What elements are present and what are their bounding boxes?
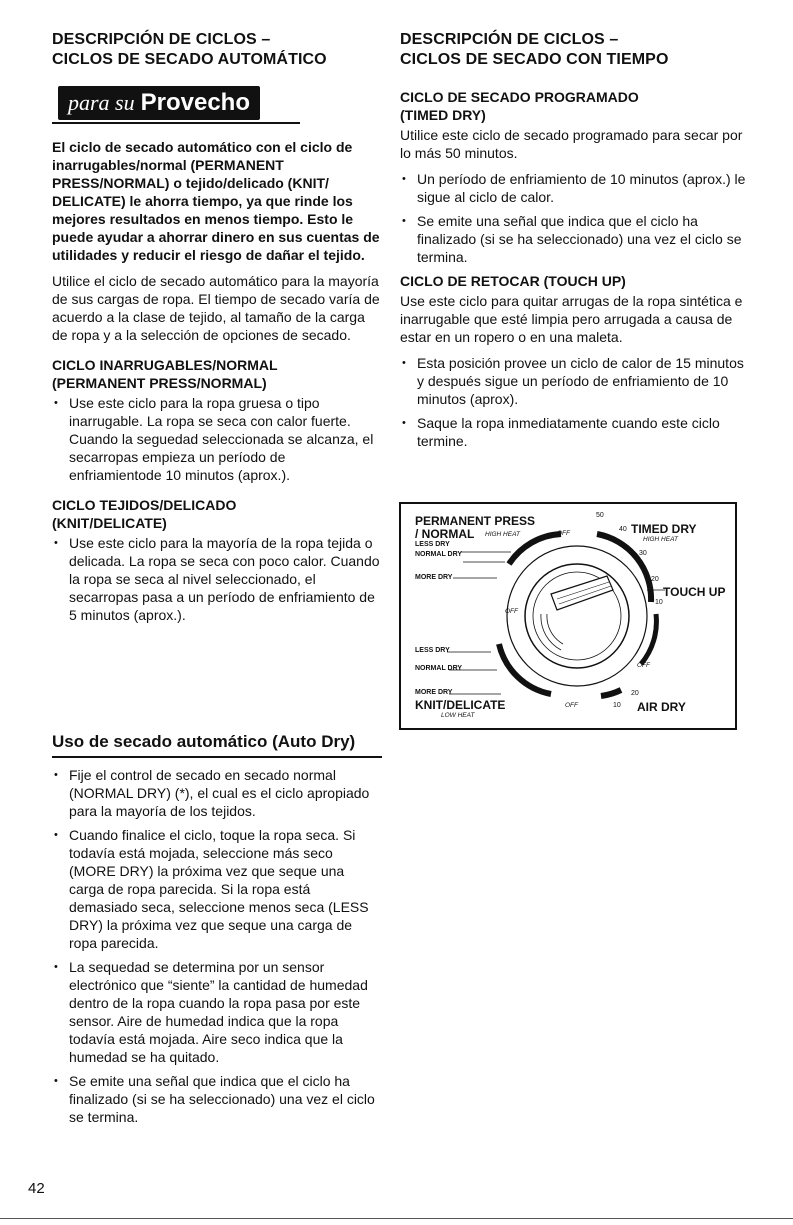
dial-label-off-bottom: OFF — [565, 702, 578, 709]
list-item: • La sequedad se determina por un sensor electrónico que “siente” la cantidad de humedad dentro de la ropa cuando la ropa pasa por este sensor. Aire de humedad indica que la ropa todavía está mojada. Aire seco indica que la humedad se ha quitado. — [52, 958, 380, 1066]
knit-delicate-list — [52, 534, 380, 624]
touch-up-paragraph: Use este ciclo para quitar arrugas de la ropa sintética e inarrugable que esté limpia pero arrugada a causa de estar en un ropero o en una maleta. — [400, 293, 743, 345]
list-item: • Use este ciclo para la mayoría de la ropa tejida o delicada. La ropa se seca con poco calor. Cuando la ropa se seca al nivel seleccionado, el secarropas pasa a un período de enfriamiento de 5 minutos (aprox.). — [52, 534, 380, 624]
dial-label-normal: / NORMAL — [415, 527, 475, 541]
dial-label-less-dry-bottom: LESS DRY — [415, 647, 450, 654]
dial-label-normal-dry-top: NORMAL DRY — [415, 551, 463, 558]
heading-line: CICLO TEJIDOS/DELICADO — [52, 497, 237, 513]
touch-up-list — [400, 354, 750, 450]
dial-label-more-dry-top: MORE DRY — [415, 574, 453, 581]
timed-dry-list — [400, 170, 750, 266]
dial-label-air-dry: AIR DRY — [637, 700, 686, 714]
list-item: • Se emite una señal que indica que el ciclo ha finalizado (si se ha seleccionado) una vez el ciclo se termina. — [52, 1072, 380, 1126]
list-item: • Use este ciclo para la ropa gruesa o tipo inarrugable. La ropa se seca con calor fuerte. Cuando la seguedad seleccionada se alcanza, el secarropas empieza un período de enfriamientode 10 minutos (aprox.). — [52, 394, 380, 484]
dial-label-high-heat-right: HIGH HEAT — [643, 536, 678, 543]
dial-label-timed-dry: TIMED DRY — [631, 522, 697, 536]
list-item: • Un período de enfriamiento de 10 minutos (aprox.) le sigue al ciclo de calor. — [400, 170, 750, 206]
knit-delicate-heading — [52, 496, 380, 532]
perm-press-heading — [52, 356, 380, 392]
heading-line: CICLOS DE SECADO AUTOMÁTICO — [52, 51, 327, 68]
heading-line: DESCRIPCIÓN DE CICLOS – — [400, 31, 619, 48]
right-column — [400, 30, 750, 456]
touch-up-heading — [400, 272, 750, 290]
heading-line: CICLO DE RETOCAR (TOUCH UP) — [400, 273, 626, 289]
tip-badge-prefix: para su — [68, 90, 135, 115]
tip-badge-word: Provecho — [140, 89, 250, 116]
dial-label-less-dry-top: LESS DRY — [415, 541, 450, 548]
auto-dry-section — [52, 766, 380, 1132]
dial-tick-50: 50 — [596, 512, 604, 519]
dial-label-normal-dry-bottom: NORMAL DRY — [415, 665, 463, 672]
auto-dry-list — [52, 766, 380, 1126]
heading-line: (PERMANENT PRESS/NORMAL) — [52, 375, 267, 391]
auto-dry-title: Uso de secado automático (Auto Dry) — [52, 732, 356, 751]
dial-label-more-dry-bottom: MORE DRY — [415, 689, 453, 696]
heading-line: CICLO INARRUGABLES/NORMAL — [52, 357, 278, 373]
dial-label-off-inner: OFF — [505, 608, 518, 615]
page-number: 42 — [28, 1180, 45, 1197]
list-item: • Fije el control de secado en secado normal (NORMAL DRY) (*), el cual es el ciclo apropiado para la mayoría de los tejidos. — [52, 766, 380, 820]
dial-label-off-right: OFF — [637, 662, 650, 669]
left-column — [52, 30, 380, 630]
air-scale-arc — [601, 690, 621, 696]
dial-tick-20-bottom: 20 — [631, 690, 639, 697]
cycle-dial-illustration — [399, 502, 737, 730]
dial-tick-10-bottom: 10 — [613, 702, 621, 709]
perm-press-list — [52, 394, 380, 484]
timed-cycles-heading — [400, 30, 750, 70]
timed-dry-heading — [400, 88, 750, 124]
list-item: • Cuando finalice el ciclo, toque la ropa seca. Si todavía está mojada, seleccione más seco (MORE DRY) la próxima vez que seque una carga de ropa parecida. Si la ropa está demasiado seca, seleccione menos seca (LESS DRY) la próxima vez que seque una carga de ropa parecida. — [52, 826, 380, 952]
intro-paragraph: Utilice el ciclo de secado automático para la mayoría de sus cargas de ropa. El tiempo de secado varía de acuerdo a la clase de tejido, al tamaño de la carga de ropa y a la selección de opciones de secado. — [52, 273, 380, 343]
dial-tick-10-top: 10 — [655, 599, 663, 606]
dial-tick-20-top: 20 — [651, 576, 659, 583]
heading-line: CICLOS DE SECADO CON TIEMPO — [400, 51, 669, 68]
tip-badge — [58, 86, 260, 120]
dial-label-knit-delicate: KNIT/DELICATE — [415, 698, 506, 712]
auto-cycles-heading — [52, 30, 380, 70]
list-item: • Se emite una señal que indica que el ciclo ha finalizado (si se ha seleccionado) una vez el ciclo se termina. — [400, 212, 750, 266]
timed-dry-paragraph: Utilice este ciclo de secado programado para secar por lo más 50 minutos. — [400, 127, 743, 161]
dial-tick-30: 30 — [639, 550, 647, 557]
dial-tick-40: 40 — [619, 526, 627, 533]
bottom-divider — [0, 1218, 793, 1219]
heading-line: CICLO DE SECADO PROGRAMADO — [400, 89, 639, 105]
dial-label-low-heat: LOW HEAT — [441, 712, 475, 719]
auto-dry-divider — [52, 756, 382, 758]
dial-label-high-heat-left: HIGH HEAT — [485, 531, 520, 538]
list-item: • Saque la ropa inmediatamente cuando este ciclo termine. — [400, 414, 750, 450]
list-item: • Esta posición provee un ciclo de calor de 15 minutos y después sigue un período de enfriamiento de 10 minutos (aprox). — [400, 354, 750, 408]
dial-label-touch-up: TOUCH UP — [663, 585, 726, 599]
dial-label-off-top: OFF — [557, 530, 570, 537]
heading-line: DESCRIPCIÓN DE CICLOS – — [52, 31, 271, 48]
heading-line: (TIMED DRY) — [400, 107, 486, 123]
tip-paragraph: El ciclo de secado automático con el ciclo de inarrugables/normal (PERMANENT PRESS/NORMAL) o tejido/delicado (KNIT/ DELICATE) le ahorra tiempo, ya que rinde los mejores resultados en menos tiempo. Esto le puede ayudar a ahorrar dinero en sus cuentas de utilidades y reducir el riesgo de dañar el tejido. — [52, 139, 380, 263]
tip-divider — [52, 122, 300, 124]
dial-label-perm-press: PERMANENT PRESS — [415, 514, 536, 528]
heading-line: (KNIT/DELICATE) — [52, 515, 167, 531]
